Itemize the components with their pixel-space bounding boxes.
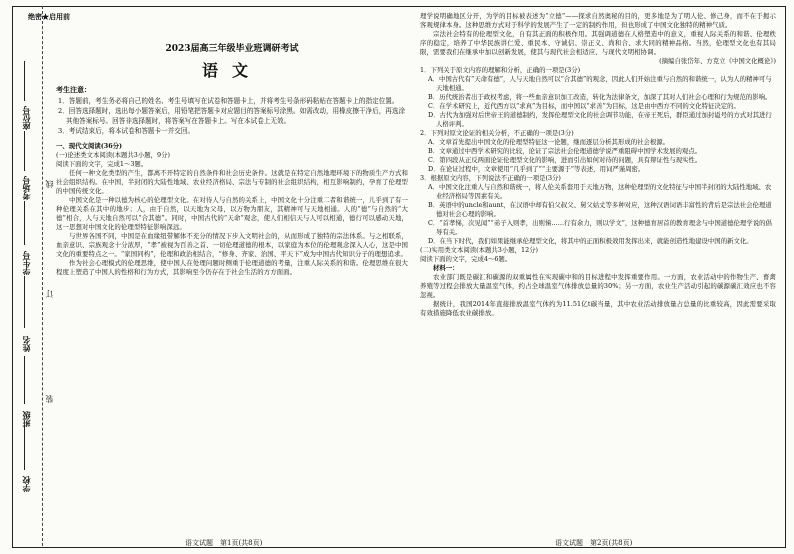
question-option: C．“首孝悌，次见闻”“弟子入则孝，出则悌……行有余力，则以学文”，这种德育居首的教育理念与中国道德伦理学说的倡导有关。 [428, 219, 772, 236]
cut-line-word: 线 [45, 180, 54, 188]
passage-paragraph: 中国文化是一种以德为核心的伦理型文化。在对待人与自然的关系上，中国文化十分注重二者和谐统一，儿乎到了有一种伦理关系在其中的地步；人，由于自然，以天地为父母，以万物为朋友，其精神可与天地相通。人的“德”与自然的“大德”相合，人与天地自然可以“合其德”。同时，中国古代的“天命”观念，使人们相信天与人可以相通，德行可以感动天地，这一思想对中国文化的伦理型特征影响深远。 [56, 196, 408, 231]
page-footer-left: 语文试题 第1页(共8页) [185, 539, 263, 547]
question-option: B．历代统治者出于政权考虑，将一些血亲意识加工改造，转化为法律条文，加深了其对人们社会心理和行为规范的影响。 [428, 93, 772, 101]
question-stem: 1．下列关于原文内容的理解和分析，正确的一项是(3分) [420, 66, 581, 74]
passage-paragraph: 与世界各国不同，中国是在血缘纽带解体不充分的情况下步入文明社会的，从而形成了独特的宗法体系。与之相联系，血亲意识、宗族观念十分浓厚，“孝”被视为百善之首、一切伦理道德的根本，以家庭为本位的伦理观念深入人心，这是中国文化的重要特点之一。“家国同构”，伦理和政治相结合，“修身、齐家、治国、平天下”成为中国古代知识分子的理想追求。 [56, 232, 408, 258]
binding-field-name: 姓名 [21, 336, 31, 352]
question-option: C．第四段从正反两面论证伦理型文化的影响，进而引出如何对待的问题，具有辩证性与现实性。 [428, 156, 702, 164]
question-option: D．在当下时代，我们如果能继承伦理型文化，将其中的正面积极效用发挥出来，就能创造性地建设中国的新文化。 [428, 237, 753, 245]
binding-strip [12, 6, 43, 546]
question-option: D．古代为加强对后世帝王的道德制约，发挥伦理型文化的社会调节功能，在帝王死后，群臣通过加封谥号的方式对其进行人格评判。 [428, 111, 772, 128]
binding-line [24, 426, 25, 470]
page-footer-right: 语文试题 第2页(共8页) [555, 539, 633, 547]
binding-line [24, 356, 25, 404]
notice-item: 1．答题前，考生务必将自己的姓名、考生号填写在试卷和答题卡上，并将考生号条形码粘贴在答题卡上的指定位置。 [58, 97, 399, 105]
question-option: B．文章通过中西学术研究的比较，论证了宗法社会伦理道德学说严重阻碍中国学术发展的观点。 [428, 147, 702, 155]
cut-line-word: 订 [45, 290, 54, 298]
question-stem: 2．下列对原文论证的相关分析，不正确的一项是(3分) [420, 129, 574, 137]
cut-line-word: 装 [45, 395, 54, 403]
binding-field-seat: 座位号 [21, 106, 31, 130]
binding-field-student-id: 学生号 [21, 251, 31, 275]
passage-paragraph: 据统计，我国2014年直接排放温室气体约为11.51亿t碳当量，其中农业活动排放量占总量的比重较高，因此需要采取有效措施降低农业碳排放。 [420, 300, 776, 317]
passage-source: (摘编自张岱年、方克立《中国文化概论》) [659, 57, 776, 65]
subject-title: 语文 [201, 61, 262, 80]
question-option: B．英语中的uncle和aunt，在汉语中却有伯父叔父、舅父姑丈等多种对应，这种汉语词语丰富性的背后是宗法社会伦理道德对社会心理的影响。 [428, 201, 772, 218]
secret-label: 绝密★启用前 [28, 12, 70, 21]
notice-heading: 考生注意： [56, 85, 91, 94]
notice-item: 3．考试结束后，将本试卷和答题卡一并交回。 [58, 127, 195, 135]
passage-paragraph: 任何一种文化类型的产生，都离不开特定的自然条件和社会历史条件。这就是在特定自然地理环境下的物质生产方式和社会组织结构。在中国，半封闭的大陆性地域、农业经济格局、宗法与专制的社会组织结构，相互影响制约，孕育了伦理型的中国传统文化。 [56, 169, 408, 195]
binding-field-exam-room: 考场号 [21, 176, 31, 200]
binding-line [24, 61, 25, 101]
right-column [420, 12, 776, 318]
question-option: A．中国古代有“天命有德”，人与天地自然可以“合其德”的观念，因此人们开始注重与自然的和谐统一，认为人的精神可与天地相通。 [428, 75, 772, 92]
material-label: 材料一： [433, 264, 459, 272]
notice-item: 2．回答选择题时，选出每小题答案后，用铅笔把答题卡对应题目的答案标号涂黑。如需改动，用橡皮擦干净后，再选涂其他答案标号。回答非选择题时，将答案写在答题卡上。写在本试卷上无效。 [58, 107, 406, 125]
binding-field-school: 学校 [21, 476, 31, 492]
question-stem: 3．根据原文内容，下列说法不正确的一项是(3分) [420, 174, 561, 182]
exam-title: 2023届高三年级毕业班调研考试 [165, 44, 299, 54]
reading-instruction: 阅读下面的文字，完成1～3题。 [56, 160, 148, 168]
left-column [28, 12, 408, 277]
question-option: C．在学术研究上，近代西方以“求真”为目标，而中国以“求善”为目标，这是由中西方不同的文化特征决定的。 [428, 102, 740, 110]
passage-paragraph: 农业部门既是碳汇和碳源的双重属性在实现碳中和的目标进程中发挥重要作用。一方面，农业活动中的作物生产、畜禽养殖等过程会排放大量温室气体，约占全球温室气体排放总量的30%；另一方面，农业生产活动引起的碳源碳汇效应也不容忽视。 [420, 273, 776, 299]
passage-paragraph: 作为社会心理模式的伦理思维，使中国人在处理问题时侧重于伦理道德的考量，注重人际关系的和谐。伦理思维在很大程度上塑造了中国人的性格和行为方式，其影响至今仍存在于社会生活的方方面面。 [56, 259, 408, 276]
notice-block [56, 85, 408, 136]
binding-line [24, 276, 25, 328]
question-option: A．文章首先提出中国文化的伦理型特征这一论题，继而逐层分析其形成的社会根源。 [428, 138, 670, 146]
section-title: 一、现代文阅读(36分) [56, 142, 123, 150]
reading-instruction: 阅读下面的文字，完成4～6题。 [420, 255, 512, 263]
subsection-title: (二)实用类文本阅读(本题共3小题，12分) [420, 246, 539, 254]
question-option: A．中国文化注重人与自然和谐统一，将人伦关系套用于天地万物，这种伦理型的文化特征与中国半封闭的大陆性地域、农业经济格局等因素有关。 [428, 183, 772, 200]
question-option: D．在论证过程中，文章使用“几乎到了”“主要源于”等表述，用词严谨周密。 [428, 165, 645, 173]
binding-line [24, 131, 25, 171]
binding-field-class: 班级 [21, 411, 31, 427]
binding-line [24, 201, 25, 245]
passage-paragraph: 理学说明确地区分开，为学的目标被表述为“立德”——探求自然奥秘的目的，更多地是为了明人伦、修己身，而不在于揭示客观规律本身。这种思维方式对于科学的发展产生了一定的制约作用，但也形成了中国文化独特的精神气质。 [420, 12, 776, 29]
passage-paragraph: 宗法社会特有的伦理型文化，自有其正面的积极作用。其强调道德在人格塑造中的意义，重视人际关系的和谐、伦理秩序的稳定，培养了中华民族讲仁爱、重民本、守诚信、崇正义、尚和合、求大同的精神品格。当然，伦理型文化也有其局限，需要我们在继承中加以创新发展，使其与现代社会相适应、与现代文明相协调。 [420, 30, 776, 56]
subsection-title: (一)论述类文本阅读(本题共3小题，9分) [56, 151, 170, 159]
